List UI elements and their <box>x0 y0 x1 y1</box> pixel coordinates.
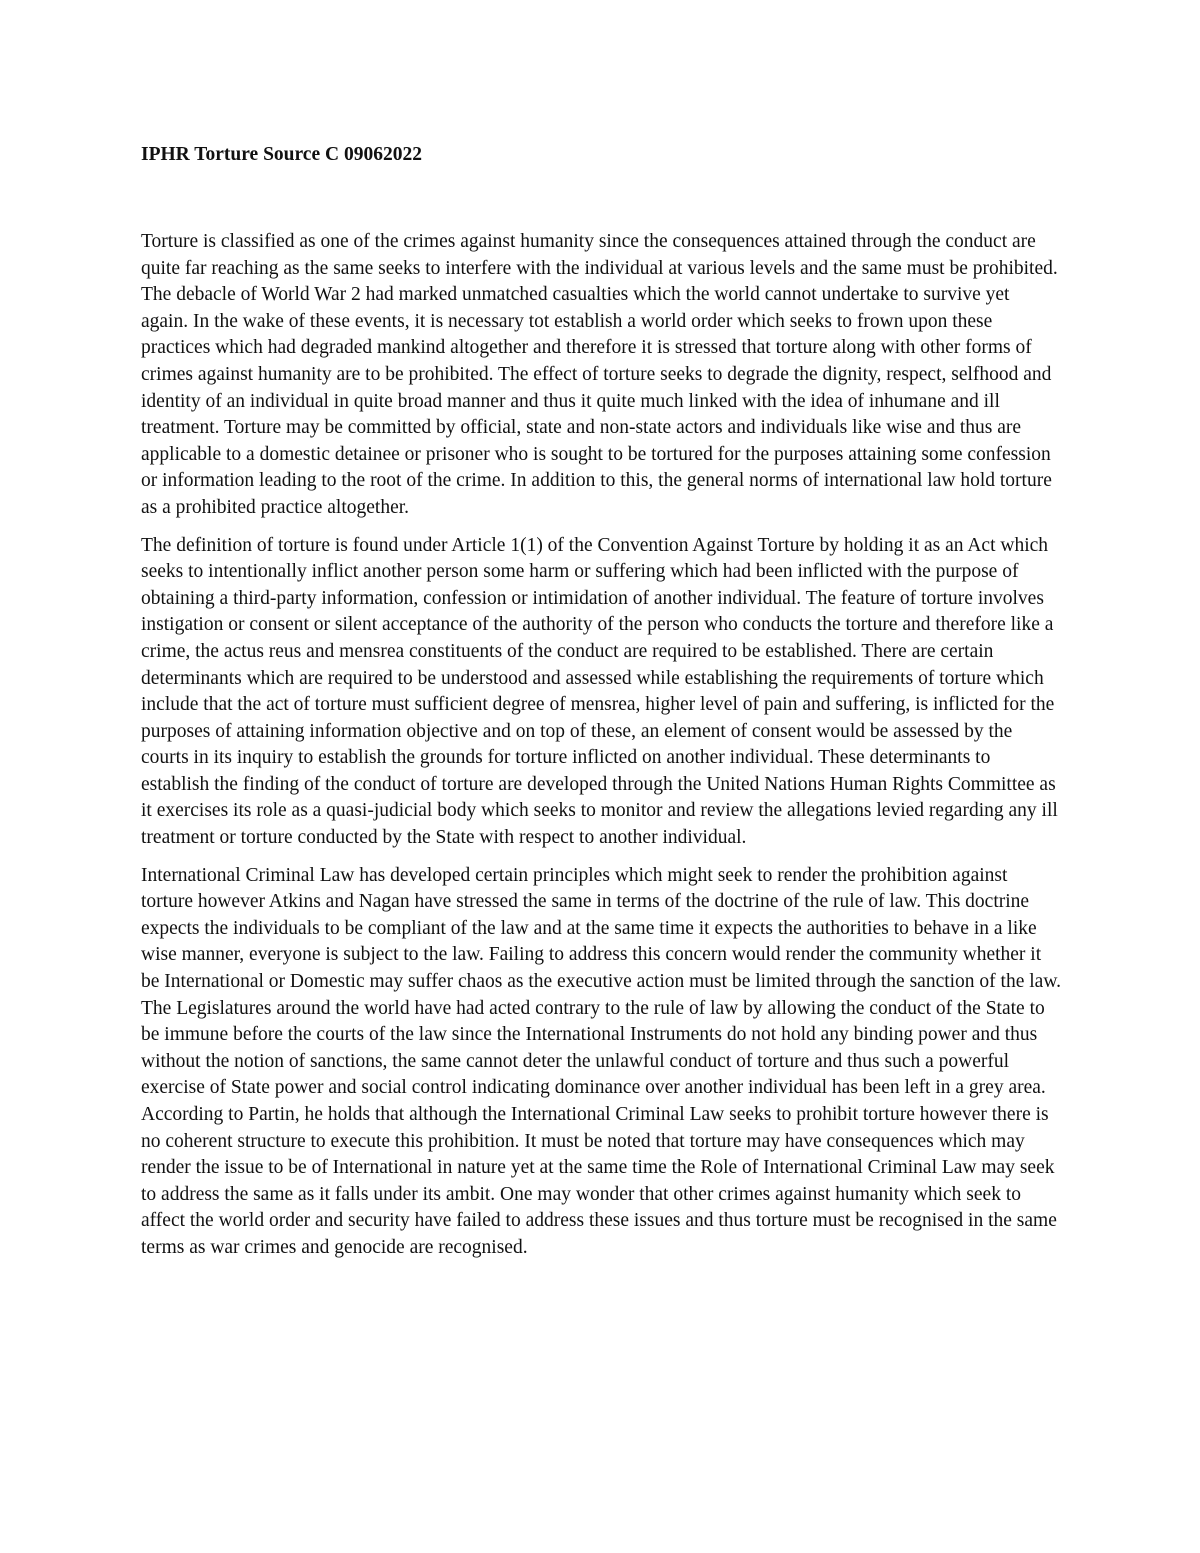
document-title: IPHR Torture Source C 09062022 <box>141 144 422 165</box>
document-body <box>141 141 1061 1273</box>
paragraph-3: International Criminal Law has developed certain principles which might seek to render the prohibition against torture however Atkins and Nagan have stressed the same in terms of the doctrine of the rule of law. This doctrine expects the individuals to be compliant of the law and at the same time it expects the authorities to behave in a like wise manner, everyone is subject to the law. Failing to address this concern would render the community whether it be International or Domestic may suffer chaos as the executive action must be limited through the sanction of the law. The Legislatures around the world have had acted contrary to the rule of law by allowing the conduct of the State to be immune before the courts of the law since the International Instruments do not hold any binding power and thus without the notion of sanctions, the same cannot deter the unlawful conduct of torture and thus such a powerful exercise of State power and social control indicating dominance over another individual has been left in a grey area. According to Partin, he holds that although the International Criminal Law seeks to prohibit torture however there is no coherent structure to execute this prohibition. It must be noted that torture may have consequences which may render the issue to be of International in nature yet at the same time the Role of International Criminal Law may seek to address the same as it falls under its ambit. One may wonder that other crimes against humanity which seek to affect the world order and security have failed to address these issues and thus torture must be recognised in the same terms as war crimes and genocide are recognised. <box>141 864 1062 1258</box>
paragraph-1: Torture is classified as one of the crimes against humanity since the consequences attained through the conduct are quite far reaching as the same seeks to interfere with the individual at various levels and the same must be prohibited. The debacle of World War 2 had marked unmatched casualties which the world cannot undertake to survive yet again. In the wake of these events, it is necessary tot establish a world order which seeks to frown upon these practices which had degraded mankind altogether and therefore it is stressed that torture along with other forms of crimes against humanity are to be prohibited. The effect of torture seeks to degrade the dignity, respect, selfhood and identity of an individual in quite broad manner and thus it quite much linked with the idea of inhumane and ill treatment. Torture may be committed by official, state and non-state actors and individuals like wise and thus are applicable to a domestic detainee or prisoner who is sought to be tortured for the purposes attaining some confession or information leading to the root of the crime. In addition to this, the general norms of international law hold torture as a prohibited practice altogether. <box>141 231 1058 518</box>
paragraph-2: The definition of torture is found under Article 1(1) of the Convention Against Torture by holding it as an Act which seeks to intentionally inflict another person some harm or suffering which had been inflicted with the purpose of obtaining a third-party information, confession or intimidation of another individual. The feature of torture involves instigation or consent or silent acceptance of the authority of the person who conducts the torture and therefore like a crime, the actus reus and mensrea constituents of the conduct are required to be established. There are certain determinants which are required to be understood and assessed while establishing the requirements of torture which include that the act of torture must sufficient degree of mensrea, higher level of pain and suffering, is inflicted for the purposes of attaining information objective and on top of these, an element of consent would be assessed by the courts in its inquiry to establish the grounds for torture inflicted on another individual. These determinants to establish the finding of the conduct of torture are developed through the United Nations Human Rights Committee as it exercises its role as a quasi-judicial body which seeks to monitor and review the allegations levied regarding any ill treatment or torture conducted by the State with respect to another individual. <box>141 534 1058 849</box>
